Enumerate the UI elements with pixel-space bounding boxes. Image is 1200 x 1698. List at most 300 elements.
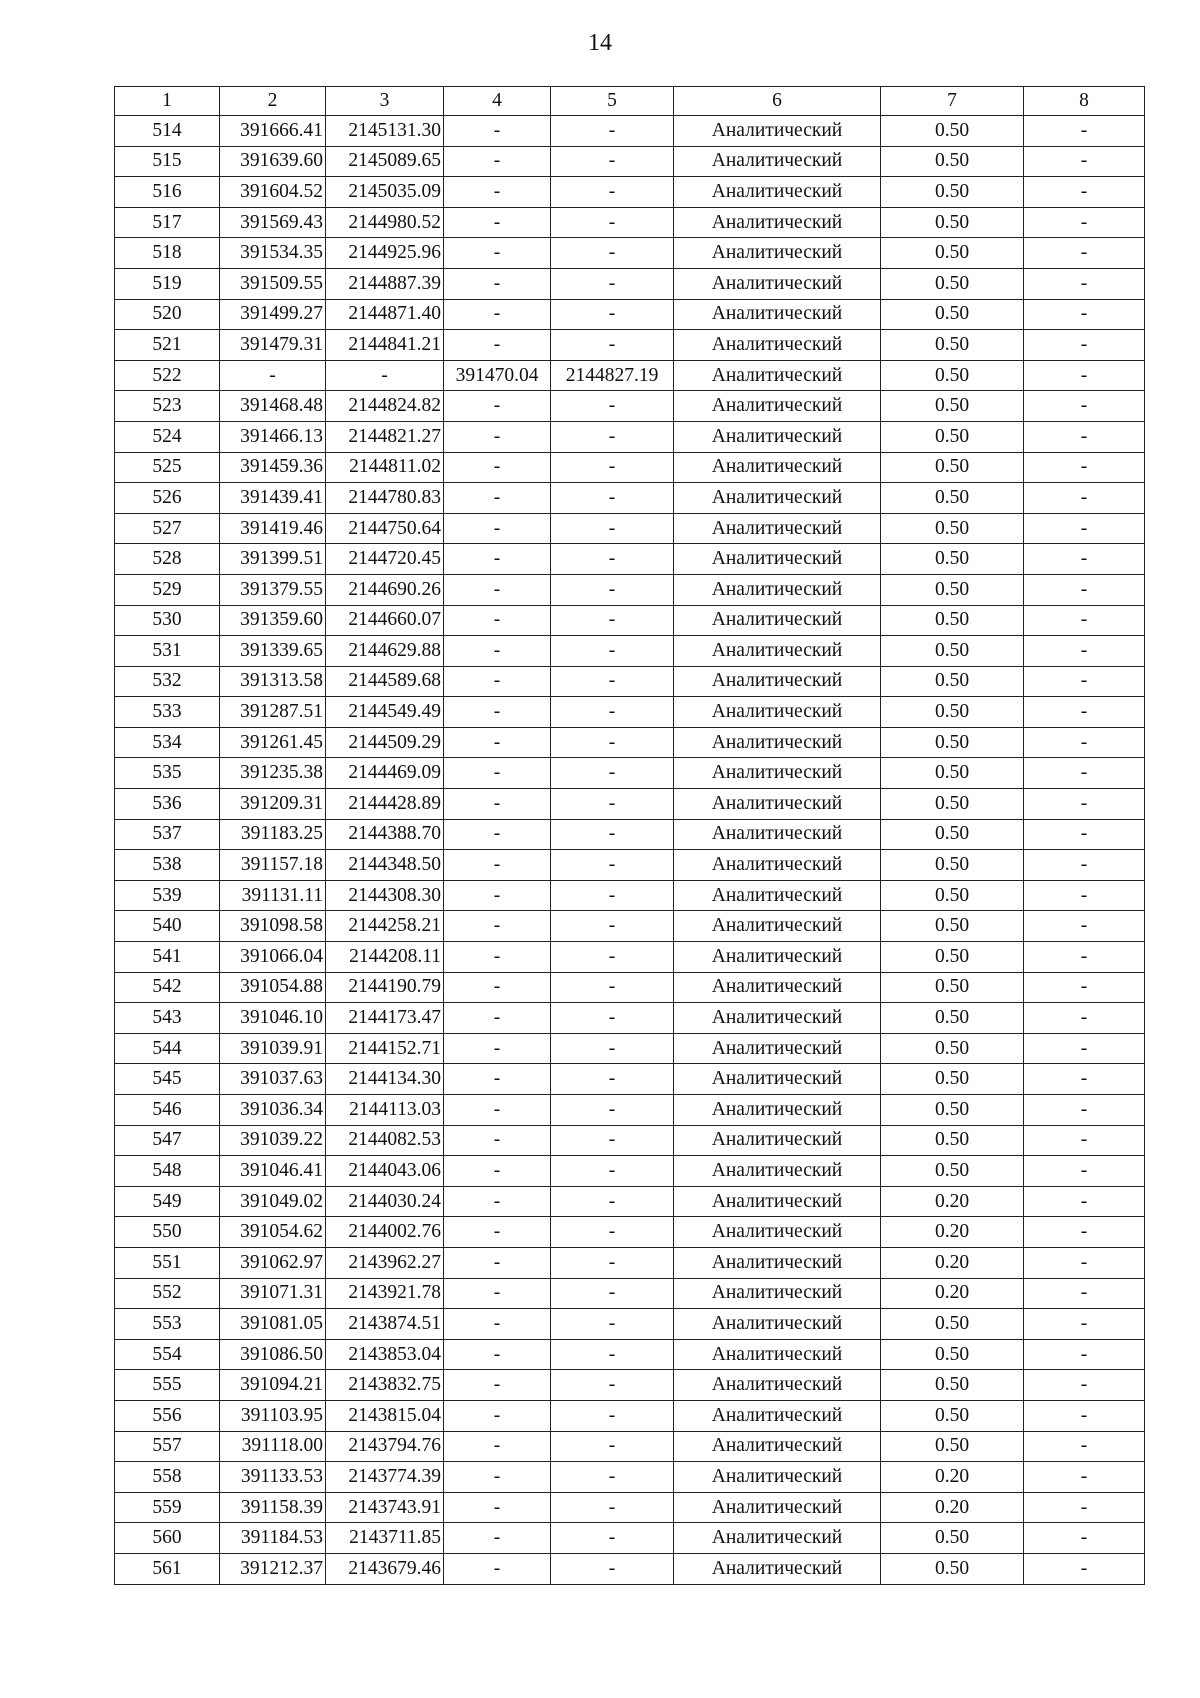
table-row	[115, 911, 1145, 942]
y-coordinate-cell: 2144113.03	[326, 1095, 444, 1126]
accuracy-cell: 0.20	[881, 1492, 1024, 1523]
table-row	[115, 207, 1145, 238]
x-coordinate-cell: 391039.91	[220, 1033, 326, 1064]
note-cell: -	[1024, 758, 1145, 789]
column-header-8: 8	[1024, 87, 1145, 116]
y-coordinate-cell: 2144980.52	[326, 207, 444, 238]
table-row	[115, 972, 1145, 1003]
point-number-cell: 516	[115, 177, 220, 208]
y-alt-coordinate-cell: -	[551, 421, 674, 452]
point-number-cell: 544	[115, 1033, 220, 1064]
accuracy-cell: 0.20	[881, 1278, 1024, 1309]
x-coordinate-cell: 391212.37	[220, 1553, 326, 1584]
note-cell: -	[1024, 1462, 1145, 1493]
point-number-cell: 531	[115, 636, 220, 667]
note-cell: -	[1024, 911, 1145, 942]
table-row	[115, 1064, 1145, 1095]
table-row	[115, 1095, 1145, 1126]
table-row	[115, 1278, 1145, 1309]
x-alt-coordinate-cell: -	[444, 1492, 551, 1523]
method-cell: Аналитический	[674, 1003, 881, 1034]
table-row	[115, 1125, 1145, 1156]
y-coordinate-cell: 2144841.21	[326, 330, 444, 361]
x-alt-coordinate-cell: -	[444, 636, 551, 667]
y-alt-coordinate-cell: -	[551, 1217, 674, 1248]
y-alt-coordinate-cell: -	[551, 238, 674, 269]
point-number-cell: 514	[115, 116, 220, 147]
x-alt-coordinate-cell: -	[444, 544, 551, 575]
accuracy-cell: 0.50	[881, 1339, 1024, 1370]
note-cell: -	[1024, 116, 1145, 147]
x-coordinate-cell: 391183.25	[220, 819, 326, 850]
x-alt-coordinate-cell: -	[444, 605, 551, 636]
y-coordinate-cell: 2144824.82	[326, 391, 444, 422]
x-coordinate-cell: 391049.02	[220, 1186, 326, 1217]
method-cell: Аналитический	[674, 1492, 881, 1523]
accuracy-cell: 0.50	[881, 1033, 1024, 1064]
note-cell: -	[1024, 1339, 1145, 1370]
point-number-cell: 551	[115, 1247, 220, 1278]
y-coordinate-cell: 2144871.40	[326, 299, 444, 330]
y-alt-coordinate-cell: -	[551, 268, 674, 299]
table-row	[115, 544, 1145, 575]
table-row	[115, 1309, 1145, 1340]
method-cell: Аналитический	[674, 1217, 881, 1248]
y-alt-coordinate-cell: -	[551, 1492, 674, 1523]
point-number-cell: 536	[115, 789, 220, 820]
y-coordinate-cell: 2144190.79	[326, 972, 444, 1003]
y-alt-coordinate-cell: -	[551, 1125, 674, 1156]
accuracy-cell: 0.50	[881, 268, 1024, 299]
table-row	[115, 421, 1145, 452]
note-cell: -	[1024, 1217, 1145, 1248]
accuracy-cell: 0.50	[881, 1156, 1024, 1187]
y-coordinate-cell: 2144173.47	[326, 1003, 444, 1034]
table-row	[115, 758, 1145, 789]
table-row	[115, 238, 1145, 269]
accuracy-cell: 0.50	[881, 1400, 1024, 1431]
method-cell: Аналитический	[674, 1370, 881, 1401]
x-coordinate-cell: 391534.35	[220, 238, 326, 269]
accuracy-cell: 0.50	[881, 116, 1024, 147]
x-alt-coordinate-cell: -	[444, 1370, 551, 1401]
y-alt-coordinate-cell: -	[551, 116, 674, 147]
table-row	[115, 268, 1145, 299]
table-row	[115, 789, 1145, 820]
table-row	[115, 605, 1145, 636]
x-coordinate-cell: 391499.27	[220, 299, 326, 330]
note-cell: -	[1024, 1370, 1145, 1401]
x-alt-coordinate-cell: -	[444, 1064, 551, 1095]
y-alt-coordinate-cell: -	[551, 177, 674, 208]
y-coordinate-cell: 2144750.64	[326, 513, 444, 544]
point-number-cell: 556	[115, 1400, 220, 1431]
note-cell: -	[1024, 697, 1145, 728]
note-cell: -	[1024, 1400, 1145, 1431]
x-alt-coordinate-cell: -	[444, 758, 551, 789]
table-body	[115, 116, 1145, 1585]
x-alt-coordinate-cell: -	[444, 574, 551, 605]
y-alt-coordinate-cell: -	[551, 574, 674, 605]
x-alt-coordinate-cell: -	[444, 513, 551, 544]
x-coordinate-cell: 391094.21	[220, 1370, 326, 1401]
point-number-cell: 522	[115, 360, 220, 391]
y-coordinate-cell: 2144549.49	[326, 697, 444, 728]
accuracy-cell: 0.50	[881, 1309, 1024, 1340]
table-row	[115, 819, 1145, 850]
x-coordinate-cell: 391604.52	[220, 177, 326, 208]
x-alt-coordinate-cell: -	[444, 268, 551, 299]
x-alt-coordinate-cell: -	[444, 299, 551, 330]
y-alt-coordinate-cell: -	[551, 330, 674, 361]
y-coordinate-cell: -	[326, 360, 444, 391]
table-row	[115, 330, 1145, 361]
y-coordinate-cell: 2144821.27	[326, 421, 444, 452]
x-alt-coordinate-cell: -	[444, 1339, 551, 1370]
table-row	[115, 1462, 1145, 1493]
table-row	[115, 666, 1145, 697]
x-coordinate-cell: 391459.36	[220, 452, 326, 483]
x-alt-coordinate-cell: -	[444, 1431, 551, 1462]
note-cell: -	[1024, 605, 1145, 636]
point-number-cell: 538	[115, 850, 220, 881]
y-coordinate-cell: 2143832.75	[326, 1370, 444, 1401]
accuracy-cell: 0.50	[881, 666, 1024, 697]
note-cell: -	[1024, 360, 1145, 391]
point-number-cell: 520	[115, 299, 220, 330]
column-header-2: 2	[220, 87, 326, 116]
x-coordinate-cell: 391039.22	[220, 1125, 326, 1156]
table-row	[115, 513, 1145, 544]
note-cell: -	[1024, 268, 1145, 299]
x-alt-coordinate-cell: -	[444, 1462, 551, 1493]
method-cell: Аналитический	[674, 1125, 881, 1156]
accuracy-cell: 0.50	[881, 942, 1024, 973]
x-alt-coordinate-cell: -	[444, 1217, 551, 1248]
column-header-4: 4	[444, 87, 551, 116]
y-alt-coordinate-cell: -	[551, 1431, 674, 1462]
accuracy-cell: 0.50	[881, 330, 1024, 361]
x-coordinate-cell: 391071.31	[220, 1278, 326, 1309]
note-cell: -	[1024, 819, 1145, 850]
x-coordinate-cell: 391339.65	[220, 636, 326, 667]
accuracy-cell: 0.50	[881, 360, 1024, 391]
note-cell: -	[1024, 1523, 1145, 1554]
x-alt-coordinate-cell: 391470.04	[444, 360, 551, 391]
accuracy-cell: 0.50	[881, 1370, 1024, 1401]
table-row	[115, 1400, 1145, 1431]
point-number-cell: 539	[115, 880, 220, 911]
y-alt-coordinate-cell: -	[551, 207, 674, 238]
x-coordinate-cell: 391479.31	[220, 330, 326, 361]
method-cell: Аналитический	[674, 666, 881, 697]
table-row	[115, 1186, 1145, 1217]
point-number-cell: 528	[115, 544, 220, 575]
note-cell: -	[1024, 544, 1145, 575]
method-cell: Аналитический	[674, 758, 881, 789]
method-cell: Аналитический	[674, 1431, 881, 1462]
point-number-cell: 553	[115, 1309, 220, 1340]
y-coordinate-cell: 2144811.02	[326, 452, 444, 483]
table-row	[115, 452, 1145, 483]
point-number-cell: 534	[115, 727, 220, 758]
note-cell: -	[1024, 574, 1145, 605]
x-coordinate-cell: 391118.00	[220, 1431, 326, 1462]
x-coordinate-cell: 391209.31	[220, 789, 326, 820]
table-row	[115, 1523, 1145, 1554]
accuracy-cell: 0.50	[881, 452, 1024, 483]
point-number-cell: 523	[115, 391, 220, 422]
x-coordinate-cell: 391133.53	[220, 1462, 326, 1493]
note-cell: -	[1024, 942, 1145, 973]
x-alt-coordinate-cell: -	[444, 1095, 551, 1126]
point-number-cell: 518	[115, 238, 220, 269]
page-number: 14	[588, 30, 612, 56]
accuracy-cell: 0.50	[881, 146, 1024, 177]
x-alt-coordinate-cell: -	[444, 1156, 551, 1187]
table-row	[115, 1553, 1145, 1584]
y-alt-coordinate-cell: -	[551, 1553, 674, 1584]
accuracy-cell: 0.50	[881, 1095, 1024, 1126]
table-row	[115, 697, 1145, 728]
y-coordinate-cell: 2144043.06	[326, 1156, 444, 1187]
x-coordinate-cell: -	[220, 360, 326, 391]
y-coordinate-cell: 2144660.07	[326, 605, 444, 636]
y-alt-coordinate-cell: -	[551, 1095, 674, 1126]
x-coordinate-cell: 391666.41	[220, 116, 326, 147]
point-number-cell: 515	[115, 146, 220, 177]
x-coordinate-cell: 391184.53	[220, 1523, 326, 1554]
table-row	[115, 391, 1145, 422]
y-alt-coordinate-cell: -	[551, 1339, 674, 1370]
x-alt-coordinate-cell: -	[444, 850, 551, 881]
point-number-cell: 550	[115, 1217, 220, 1248]
accuracy-cell: 0.50	[881, 299, 1024, 330]
accuracy-cell: 0.50	[881, 697, 1024, 728]
column-header-3: 3	[326, 87, 444, 116]
method-cell: Аналитический	[674, 1553, 881, 1584]
method-cell: Аналитический	[674, 819, 881, 850]
y-coordinate-cell: 2144589.68	[326, 666, 444, 697]
method-cell: Аналитический	[674, 116, 881, 147]
table-row	[115, 727, 1145, 758]
accuracy-cell: 0.50	[881, 1064, 1024, 1095]
note-cell: -	[1024, 330, 1145, 361]
column-header-5: 5	[551, 87, 674, 116]
accuracy-cell: 0.50	[881, 1003, 1024, 1034]
y-coordinate-cell: 2144152.71	[326, 1033, 444, 1064]
point-number-cell: 552	[115, 1278, 220, 1309]
accuracy-cell: 0.50	[881, 789, 1024, 820]
table-row	[115, 1217, 1145, 1248]
point-number-cell: 532	[115, 666, 220, 697]
x-alt-coordinate-cell: -	[444, 1033, 551, 1064]
note-cell: -	[1024, 1247, 1145, 1278]
x-coordinate-cell: 391158.39	[220, 1492, 326, 1523]
x-alt-coordinate-cell: -	[444, 116, 551, 147]
point-number-cell: 549	[115, 1186, 220, 1217]
method-cell: Аналитический	[674, 513, 881, 544]
note-cell: -	[1024, 1125, 1145, 1156]
y-alt-coordinate-cell: 2144827.19	[551, 360, 674, 391]
y-alt-coordinate-cell: -	[551, 1400, 674, 1431]
y-coordinate-cell: 2144629.88	[326, 636, 444, 667]
point-number-cell: 560	[115, 1523, 220, 1554]
note-cell: -	[1024, 1095, 1145, 1126]
y-coordinate-cell: 2144208.11	[326, 942, 444, 973]
accuracy-cell: 0.50	[881, 391, 1024, 422]
y-alt-coordinate-cell: -	[551, 1033, 674, 1064]
x-alt-coordinate-cell: -	[444, 1247, 551, 1278]
point-number-cell: 537	[115, 819, 220, 850]
y-coordinate-cell: 2143921.78	[326, 1278, 444, 1309]
note-cell: -	[1024, 1278, 1145, 1309]
x-alt-coordinate-cell: -	[444, 1186, 551, 1217]
method-cell: Аналитический	[674, 1095, 881, 1126]
column-header-7: 7	[881, 87, 1024, 116]
method-cell: Аналитический	[674, 177, 881, 208]
table-row	[115, 1492, 1145, 1523]
y-alt-coordinate-cell: -	[551, 972, 674, 1003]
x-coordinate-cell: 391639.60	[220, 146, 326, 177]
y-coordinate-cell: 2145035.09	[326, 177, 444, 208]
x-coordinate-cell: 391098.58	[220, 911, 326, 942]
x-coordinate-cell: 391054.62	[220, 1217, 326, 1248]
table-row	[115, 360, 1145, 391]
method-cell: Аналитический	[674, 636, 881, 667]
method-cell: Аналитический	[674, 911, 881, 942]
x-alt-coordinate-cell: -	[444, 483, 551, 514]
x-alt-coordinate-cell: -	[444, 1003, 551, 1034]
x-alt-coordinate-cell: -	[444, 697, 551, 728]
method-cell: Аналитический	[674, 146, 881, 177]
x-coordinate-cell: 391235.38	[220, 758, 326, 789]
y-coordinate-cell: 2143679.46	[326, 1553, 444, 1584]
header-row	[115, 87, 1145, 116]
accuracy-cell: 0.50	[881, 238, 1024, 269]
x-coordinate-cell: 391399.51	[220, 544, 326, 575]
method-cell: Аналитический	[674, 850, 881, 881]
y-alt-coordinate-cell: -	[551, 544, 674, 575]
note-cell: -	[1024, 1553, 1145, 1584]
y-coordinate-cell: 2144780.83	[326, 483, 444, 514]
method-cell: Аналитический	[674, 1339, 881, 1370]
x-coordinate-cell: 391036.34	[220, 1095, 326, 1126]
x-coordinate-cell: 391439.41	[220, 483, 326, 514]
point-number-cell: 525	[115, 452, 220, 483]
method-cell: Аналитический	[674, 1064, 881, 1095]
point-number-cell: 548	[115, 1156, 220, 1187]
accuracy-cell: 0.50	[881, 605, 1024, 636]
note-cell: -	[1024, 1309, 1145, 1340]
column-header-6: 6	[674, 87, 881, 116]
y-alt-coordinate-cell: -	[551, 942, 674, 973]
x-coordinate-cell: 391081.05	[220, 1309, 326, 1340]
y-alt-coordinate-cell: -	[551, 1462, 674, 1493]
y-coordinate-cell: 2143711.85	[326, 1523, 444, 1554]
x-coordinate-cell: 391037.63	[220, 1064, 326, 1095]
point-number-cell: 533	[115, 697, 220, 728]
y-alt-coordinate-cell: -	[551, 1064, 674, 1095]
note-cell: -	[1024, 238, 1145, 269]
point-number-cell: 559	[115, 1492, 220, 1523]
y-coordinate-cell: 2143743.91	[326, 1492, 444, 1523]
x-coordinate-cell: 391103.95	[220, 1400, 326, 1431]
note-cell: -	[1024, 483, 1145, 514]
x-coordinate-cell: 391046.41	[220, 1156, 326, 1187]
x-alt-coordinate-cell: -	[444, 1523, 551, 1554]
accuracy-cell: 0.20	[881, 1462, 1024, 1493]
point-number-cell: 547	[115, 1125, 220, 1156]
y-coordinate-cell: 2145131.30	[326, 116, 444, 147]
y-coordinate-cell: 2143853.04	[326, 1339, 444, 1370]
x-alt-coordinate-cell: -	[444, 238, 551, 269]
method-cell: Аналитический	[674, 330, 881, 361]
y-alt-coordinate-cell: -	[551, 452, 674, 483]
x-alt-coordinate-cell: -	[444, 207, 551, 238]
y-coordinate-cell: 2144258.21	[326, 911, 444, 942]
y-coordinate-cell: 2144887.39	[326, 268, 444, 299]
point-number-cell: 527	[115, 513, 220, 544]
point-number-cell: 530	[115, 605, 220, 636]
x-alt-coordinate-cell: -	[444, 391, 551, 422]
note-cell: -	[1024, 636, 1145, 667]
y-alt-coordinate-cell: -	[551, 1247, 674, 1278]
method-cell: Аналитический	[674, 421, 881, 452]
table-row	[115, 177, 1145, 208]
y-coordinate-cell: 2144690.26	[326, 574, 444, 605]
coordinates-table	[114, 86, 1145, 1585]
x-coordinate-cell: 391419.46	[220, 513, 326, 544]
method-cell: Аналитический	[674, 1247, 881, 1278]
note-cell: -	[1024, 513, 1145, 544]
y-alt-coordinate-cell: -	[551, 819, 674, 850]
table-row	[115, 942, 1145, 973]
x-coordinate-cell: 391569.43	[220, 207, 326, 238]
x-alt-coordinate-cell: -	[444, 666, 551, 697]
y-alt-coordinate-cell: -	[551, 758, 674, 789]
x-alt-coordinate-cell: -	[444, 819, 551, 850]
x-alt-coordinate-cell: -	[444, 942, 551, 973]
note-cell: -	[1024, 850, 1145, 881]
x-alt-coordinate-cell: -	[444, 1553, 551, 1584]
y-alt-coordinate-cell: -	[551, 605, 674, 636]
method-cell: Аналитический	[674, 1278, 881, 1309]
y-alt-coordinate-cell: -	[551, 789, 674, 820]
table-row	[115, 1370, 1145, 1401]
y-alt-coordinate-cell: -	[551, 299, 674, 330]
accuracy-cell: 0.50	[881, 880, 1024, 911]
note-cell: -	[1024, 1064, 1145, 1095]
y-alt-coordinate-cell: -	[551, 666, 674, 697]
table-row	[115, 636, 1145, 667]
accuracy-cell: 0.50	[881, 1553, 1024, 1584]
y-alt-coordinate-cell: -	[551, 727, 674, 758]
table-row	[115, 880, 1145, 911]
note-cell: -	[1024, 452, 1145, 483]
accuracy-cell: 0.20	[881, 1247, 1024, 1278]
table-row	[115, 574, 1145, 605]
x-coordinate-cell: 391066.04	[220, 942, 326, 973]
point-number-cell: 546	[115, 1095, 220, 1126]
table-row	[115, 1247, 1145, 1278]
accuracy-cell: 0.20	[881, 1217, 1024, 1248]
y-alt-coordinate-cell: -	[551, 697, 674, 728]
y-coordinate-cell: 2144509.29	[326, 727, 444, 758]
point-number-cell: 542	[115, 972, 220, 1003]
x-alt-coordinate-cell: -	[444, 1278, 551, 1309]
x-alt-coordinate-cell: -	[444, 1309, 551, 1340]
